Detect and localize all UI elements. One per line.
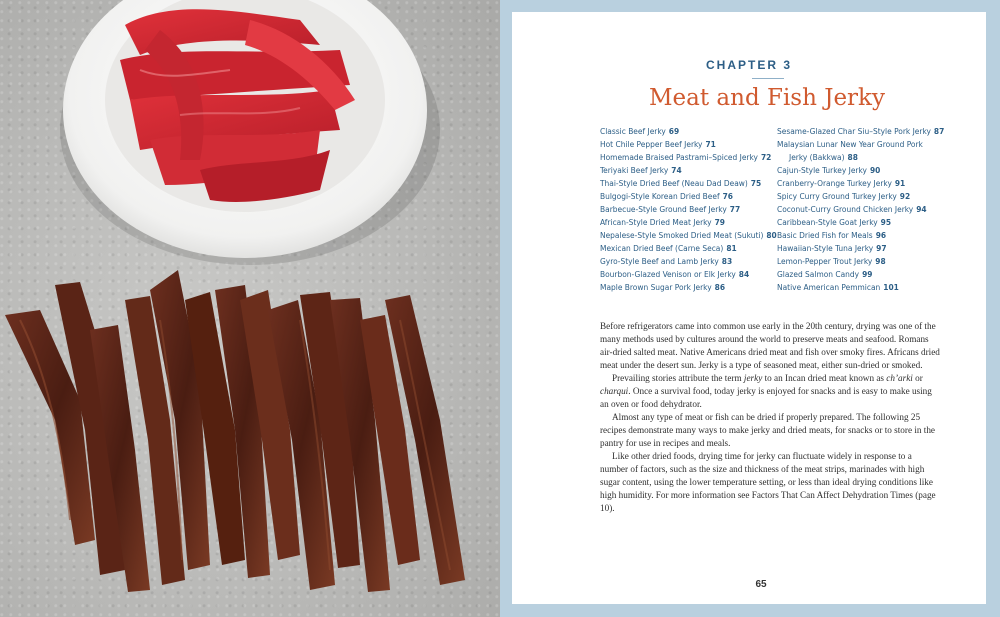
recipe-link[interactable]: Mexican Dried Beef (Carne Seca) 81 [600, 243, 737, 253]
paragraph: Prevailing stories attribute the term jerky to an Incan dried meat known as ch’arki or charqui. Once a survival food, today jerky is enjoyed for snacks and is easy to make using an oven or food dehydrator. [600, 373, 932, 409]
recipe-link[interactable]: Hot Chile Pepper Beef Jerky 71 [600, 139, 716, 149]
recipe-link[interactable]: Coconut-Curry Ground Chicken Jerky 94 [777, 204, 927, 214]
intro-text [600, 320, 940, 515]
recipe-link[interactable]: Thai-Style Dried Beef (Neau Dad Deaw) 75 [600, 178, 762, 188]
recipe-link[interactable]: Gyro-Style Beef and Lamb Jerky 83 [600, 256, 733, 266]
recipe-link[interactable]: Bourbon-Glazed Venison or Elk Jerky 84 [600, 269, 750, 279]
recipe-link[interactable]: Nepalese-Style Smoked Dried Meat (Sukuti) 80 [600, 230, 777, 240]
jerky-strips [5, 270, 465, 592]
recipe-list-right [777, 125, 967, 294]
recipe-link[interactable]: Glazed Salmon Candy 99 [777, 269, 873, 279]
recipe-list-left [600, 125, 777, 294]
recipe-link[interactable]: Homemade Braised Pastrami–Spiced Jerky 72 [600, 152, 772, 162]
paragraph: Almost any type of meat or fish can be dried if properly prepared. The following 25 recipes demonstrate many ways to make jerky and dried meats, for snacks or to store in the pantry for use in recipes and meals. [600, 412, 935, 448]
chapter-rule [752, 78, 784, 79]
chapter-label: CHAPTER 3 [705, 58, 792, 72]
recipe-link[interactable]: Cranberry-Orange Turkey Jerky 91 [777, 178, 906, 188]
recipe-link[interactable]: Classic Beef Jerky 69 [600, 126, 680, 136]
recipe-link[interactable]: Hawaiian-Style Tuna Jerky 97 [777, 243, 887, 253]
recipe-link[interactable]: Bulgogi-Style Korean Dried Beef 76 [600, 191, 733, 201]
recipe-link[interactable]: Lemon-Pepper Trout Jerky 98 [777, 256, 886, 266]
recipe-link[interactable]: Maple Brown Sugar Pork Jerky 86 [600, 282, 726, 292]
recipe-link[interactable]: Cajun-Style Turkey Jerky 90 [777, 165, 881, 175]
recipe-link[interactable]: Caribbean-Style Goat Jerky 95 [777, 217, 892, 227]
recipe-link-continued[interactable]: Jerky (Bakkwa) 88 [789, 152, 858, 162]
chapter-title: Meat and Fish Jerky [649, 85, 885, 111]
recipe-link[interactable]: African-Style Dried Meat Jerky 79 [600, 217, 725, 227]
recipe-link[interactable]: Native American Pemmican 101 [777, 282, 899, 292]
recipe-link[interactable]: Teriyaki Beef Jerky 74 [600, 165, 682, 175]
page-number: 65 [755, 579, 767, 590]
text-page [512, 12, 986, 604]
recipe-link[interactable]: Sesame-Glazed Char Siu–Style Pork Jerky 87 [777, 126, 945, 136]
paragraph: Before refrigerators came into common use early in the 20th century, drying was one of the many methods used by cultures around the world to preserve meats and seafood. Romans air-dried salted meat. Native Americans dried meat and fish over smoky fires. Africans dried meat under the desert sun. Jerky is a type of seasoned meat, either sun-dried or smoked. [600, 321, 940, 370]
recipe-link[interactable]: Spicy Curry Ground Turkey Jerky 92 [777, 191, 911, 201]
recipe-link[interactable]: Barbecue-Style Ground Beef Jerky 77 [600, 204, 741, 214]
recipe-link[interactable]: Malaysian Lunar New Year Ground Pork [777, 139, 923, 149]
paragraph: Like other dried foods, drying time for jerky can fluctuate widely in response to a number of factors, such as the size and thickness of the meat strips, marinades with high sugar content, using the lower temperature setting, or less than ideal drying conditions like high humidity. For more information see Factors That Can Affect Dehydration Times (page 10). [600, 451, 936, 513]
recipe-link[interactable]: Basic Dried Fish for Meals 96 [777, 230, 887, 240]
